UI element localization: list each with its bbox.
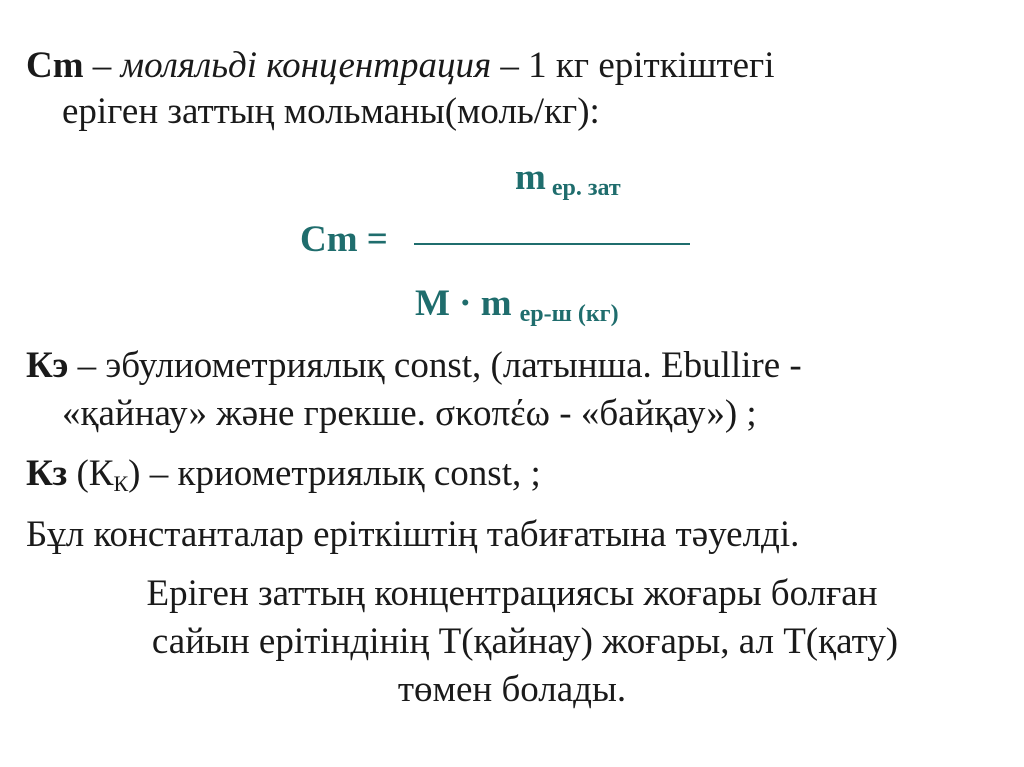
kz-paren-sub: К xyxy=(113,471,129,496)
cm-definition-rest: – 1 кг еріткіштегі xyxy=(491,45,775,86)
kz-symbol: Кз xyxy=(26,453,68,494)
formula-denominator-main: M · m xyxy=(415,283,512,324)
formula-numerator-sub: ер. зат xyxy=(551,175,621,201)
cm-definition-line-2: еріген заттың мольманы(моль/кг): xyxy=(62,91,600,132)
kz-definition-line xyxy=(26,452,541,506)
ke-definition-rest: – эбулиометриялық const, (латынша. Ebullire - xyxy=(68,345,802,386)
ke-definition-line-2: «қайнау» және грекше. σκοπέω - «байқау») ; xyxy=(62,393,757,434)
cm-term: моляльді концентрация xyxy=(120,45,492,86)
formula-denominator-sub: ер-ш (кг) xyxy=(519,301,619,327)
kz-paren-open: (К xyxy=(67,453,114,494)
formula-denominator xyxy=(415,282,619,336)
formula-numerator xyxy=(515,156,621,210)
statement-2-line-3: төмен болады. xyxy=(397,669,627,710)
kz-definition-rest: ) – криометриялық const, ; xyxy=(128,453,541,494)
cm-dash: – xyxy=(83,45,121,86)
ke-definition-line-1 xyxy=(26,344,802,388)
cm-symbol: Cm xyxy=(26,45,84,86)
formula-numerator-m: m xyxy=(515,157,546,198)
fraction-bar xyxy=(414,243,690,245)
formula-lhs: Cm = xyxy=(300,219,388,260)
ke-symbol: Кэ xyxy=(26,345,69,386)
statement-2-line-2: сайын ерітіндінің Т(қайнау) жоғары, ал Т(қату) xyxy=(151,621,899,662)
statement-2-line-1: Еріген заттың концентрациясы жоғары болған xyxy=(146,573,878,614)
statement-1: Бұл константалар еріткіштің табиғатына тәуелді. xyxy=(26,514,800,555)
cm-definition-line-1 xyxy=(26,44,775,88)
